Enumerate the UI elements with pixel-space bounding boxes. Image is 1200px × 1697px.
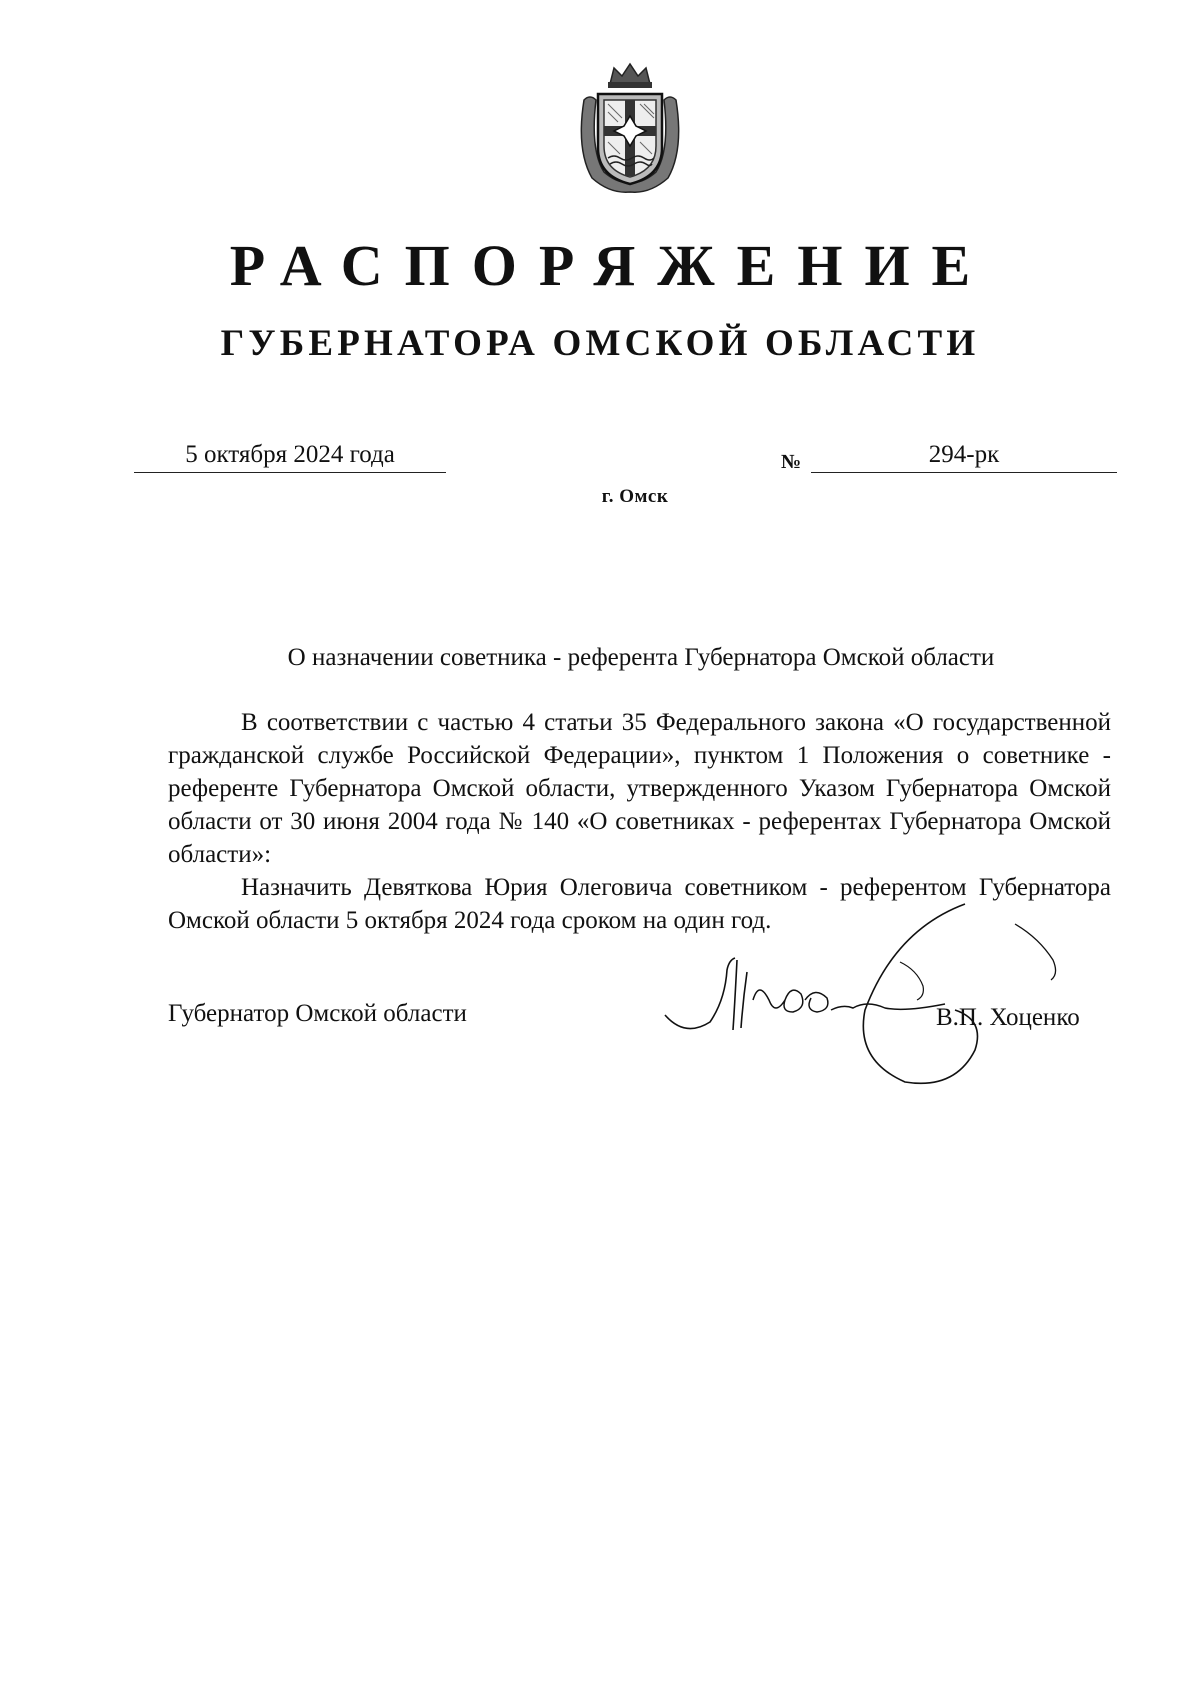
body-paragraph-appointment: Назначить Девяткова Юрия Олеговича советником - референтом Губернатора Омской области 5 октября 2024 года сроком на один год. bbox=[168, 874, 1111, 934]
document-subject: О назначении советника - референта Губернатора Омской области bbox=[287, 644, 995, 671]
body-paragraph-legal-basis: В соответствии с частью 4 статьи 35 Федерального закона «О государственной гражданской службе Российской Федерации», пунктом 1 Положения о советнике - референте Губернатора Омской области, утвержденного Указом Губернатора Омской области от 30 июня 2004 года № 140 «О советниках - референтах Губернатора Омской области»: bbox=[168, 709, 1111, 868]
document-city: г. Омск bbox=[601, 486, 669, 507]
omsk-coat-of-arms-icon bbox=[570, 60, 690, 196]
document-title: РАСПОРЯЖЕНИЕ bbox=[229, 233, 993, 298]
document-subtitle: ГУБЕРНАТОРА ОМСКОЙ ОБЛАСТИ bbox=[220, 323, 980, 364]
signatory-name: В.П. Хоценко bbox=[936, 1004, 1080, 1031]
number-label: № bbox=[781, 451, 802, 473]
document-date: 5 октября 2024 года bbox=[134, 441, 446, 473]
signatory-position: Губернатор Омской области bbox=[168, 1000, 467, 1027]
handwritten-signature-icon bbox=[655, 900, 1095, 1090]
document-number: 294-рк bbox=[811, 441, 1117, 473]
